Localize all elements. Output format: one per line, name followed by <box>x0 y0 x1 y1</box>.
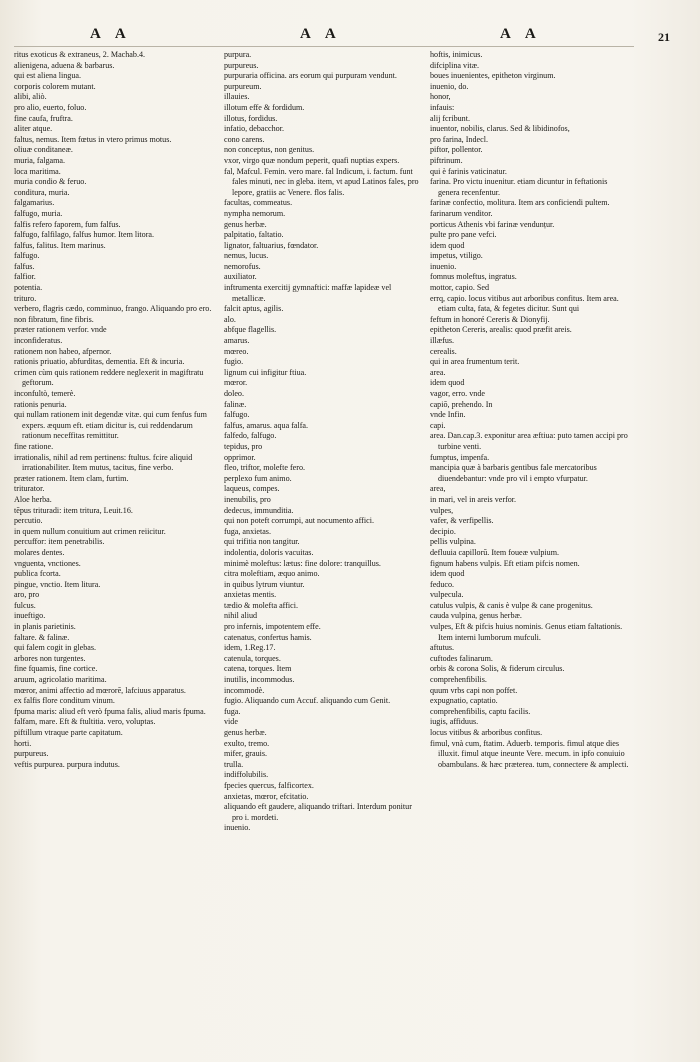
column-right <box>430 50 630 770</box>
dictionary-entry: falfus. <box>14 261 35 271</box>
dictionary-entry: orbis & corona Solis, & fiderum circulus. <box>430 664 565 674</box>
dictionary-entry: purpureus. <box>224 60 259 70</box>
dictionary-entry: inuenio, do. <box>430 81 469 91</box>
dictionary-entry: falfugo. <box>14 251 40 261</box>
dictionary-entry: fugio. <box>224 357 244 367</box>
dictionary-entry: minimè moleftus: lætus: fine dolore: tranquillus. <box>224 558 381 568</box>
dictionary-entry: vulpes, <box>430 505 454 515</box>
dictionary-entry: area, <box>430 484 446 494</box>
dictionary-entry: Aloe herba. <box>14 494 52 504</box>
page-number: 21 <box>658 30 670 44</box>
dictionary-entry: irrationalis, nihil ad rem pertinens: ftultus. fcire aliquid irrationabiliter. Item mutus, tacitus, fine verbo. <box>14 452 193 473</box>
dictionary-entry: molares dentes. <box>14 547 65 557</box>
dictionary-entry: alo. <box>224 314 236 324</box>
dictionary-entry: inuentor, nobilis, clarus. Sed & libidinofos, <box>430 124 570 134</box>
dictionary-entry: faltus, nemus. Item fœtus in vtero primus motus. <box>14 134 172 144</box>
dictionary-entry: fignum habens vulpis. Eft etiam pifcis nomen. <box>430 558 580 568</box>
dictionary-entry: farinarum venditor. <box>430 208 493 218</box>
column-left <box>14 50 214 770</box>
dictionary-entry: inconfideratus. <box>14 336 63 346</box>
dictionary-entry: lignum cui infigitur ftiua. <box>224 367 307 377</box>
dictionary-entry: rationis penuria. <box>14 399 67 409</box>
dictionary-entry: mœror, animi affectio ad mœrorē, lafciuus apparatus. <box>14 685 186 695</box>
dictionary-entry: pro farina, Indecl. <box>430 134 488 144</box>
dictionary-entry: triturator. <box>14 484 45 494</box>
dictionary-entry: falfedo, falfugo. <box>224 431 277 441</box>
dictionary-entry: indolentia, doloris vacuitas. <box>224 547 314 557</box>
dictionary-entry: auxiliator. <box>224 272 257 282</box>
dictionary-entry: tēpus trituradi: item tritura, Leuit.16. <box>14 505 133 515</box>
dictionary-entry: hoftis, inimicus. <box>430 50 483 59</box>
dictionary-entry: idem quod <box>430 569 465 579</box>
dictionary-entry: nympha nemorum. <box>224 208 286 218</box>
dictionary-entry: muria condio & feruo. <box>14 177 87 187</box>
dictionary-entry: aro, pro <box>14 590 40 600</box>
dictionary-entry: aruum, agricolatio maritima. <box>14 675 107 685</box>
dictionary-entry: rationem non habeo, afpernor. <box>14 346 112 356</box>
dictionary-entry: purpura. <box>224 50 252 59</box>
dictionary-entry: genus herbæ. <box>224 219 267 229</box>
header-rule <box>14 46 634 47</box>
dictionary-entry: potentia. <box>14 283 43 293</box>
dictionary-entry: fimul, vnà cum, ftatim. Aduerb. temporis. fimul atque dies illuxit. fimul atque ineunte Vere. mecum. in ipfo conuiuio obambulans. & hæc præterea. tum, connectere & amplecti. <box>430 738 629 769</box>
dictionary-entry: in quibus lytrum viuntur. <box>224 579 305 589</box>
dictionary-entry: perplexo fum animo. <box>224 473 292 483</box>
dictionary-entry: tædio & molefta affici. <box>224 600 299 610</box>
dictionary-entry: corporis colorem mutant. <box>14 81 96 91</box>
dictionary-entry: fpecies quercus, falficortex. <box>224 780 314 790</box>
dictionary-entry: fine caufa, fruftra. <box>14 113 73 123</box>
dictionary-entry: pellis vulpina. <box>430 537 476 547</box>
dictionary-entry: exulto, tremo. <box>224 738 270 748</box>
dictionary-entry: impetus, vtiligo. <box>430 251 483 261</box>
dictionary-entry: non fibratum, fine fibris. <box>14 314 94 324</box>
dictionary-entry: inenubilis, pro <box>224 494 271 504</box>
dictionary-entry: ritus exoticus & extraneus, 2. Machab.4. <box>14 50 146 59</box>
dictionary-entry: palpitatio, faltatio. <box>224 230 284 240</box>
dictionary-entry: mottor, capio. Sed <box>430 283 490 293</box>
dictionary-entry: præter rationem. Item clam, furtim. <box>14 473 129 483</box>
dictionary-entry: rationis priuatio, abfurditas, dementia. Eft & incuria. <box>14 357 185 367</box>
dictionary-entry: nemus, lucus. <box>224 251 269 261</box>
dictionary-entry: area. Dan.cap.3. exponitur area æftiua: puto tamen accipi pro turbine venti. <box>430 431 628 451</box>
dictionary-entry: qui est aliena lingua. <box>14 71 81 81</box>
dictionary-entry: fine fquamis, fine cortice. <box>14 664 98 674</box>
dictionary-entry: quum vrbs capi non poffet. <box>430 685 518 695</box>
running-head-middle: A A <box>300 26 342 42</box>
dictionary-entry: iugis, affiduus. <box>430 717 479 727</box>
dictionary-entry: qui è farinis vaticinatur. <box>430 166 507 176</box>
dictionary-entry: cerealis. <box>430 346 457 356</box>
dictionary-entry: inftrumenta exercitij gymnaftici: maffæ lapideæ vel metallicæ. <box>224 283 392 303</box>
dictionary-entry: percutio. <box>14 516 43 526</box>
dictionary-entry: infatio, debacchor. <box>224 124 285 134</box>
dictionary-entry: mancipia quæ à barbaris gentibus fale mercatoribus diuendebantur: vnde pro vil i empto vfurpatur. <box>430 463 597 483</box>
dictionary-entry: cuftodes falinarum. <box>430 653 493 663</box>
dictionary-entry: inuenio. <box>224 823 251 833</box>
dictionary-entry: idem quod <box>430 240 465 250</box>
dictionary-entry: incommodè. <box>224 685 265 695</box>
dictionary-entry: vulpes, Eft & pifcis huius nominis. Genus etiam faltationis. Item interni lumborum mufculi. <box>430 622 623 642</box>
dictionary-entry: piftor, pollentor. <box>430 145 483 155</box>
dictionary-entry: in quem nullum conuitium aut crimen reiicitur. <box>14 526 166 536</box>
dictionary-entry: cono carens. <box>224 134 265 144</box>
dictionary-entry: falfus, falitus. Item marinus. <box>14 240 106 250</box>
dictionary-entry: lignator, faltuarius, fœndator. <box>224 240 319 250</box>
dictionary-entry: fumptus, impenfa. <box>430 452 490 462</box>
dictionary-entry: facultas, commeatus. <box>224 198 293 208</box>
dictionary-entry: trituro. <box>14 293 37 303</box>
dictionary-entry: vnguenta, vnctiones. <box>14 558 81 568</box>
dictionary-entry: qui trifitia non tangitur. <box>224 537 300 547</box>
dictionary-entry: amarus. <box>224 336 250 346</box>
dictionary-entry: verbero, flagris cædo, comminuo, frango. Aliquando pro ero. <box>14 304 212 314</box>
dictionary-entry: qui in area frumentum terit. <box>430 357 520 367</box>
dictionary-entry: fal, Mafcul. Femin. vero mare. fal Indicum, i. factum. funt fales minuti, nec in gleba. item, vt apud Latinos fales, pro lepore, gratiis ac Venere. flos falis. <box>224 166 419 197</box>
dictionary-entry: qui non poteft corrumpi, aut nocumento affici. <box>224 516 374 526</box>
dictionary-entry: non conceptus, non genitus. <box>224 145 315 155</box>
dictionary-entry: fine ratione. <box>14 441 54 451</box>
dictionary-entry: feftum in honoré Cereris & Dionyfij. <box>430 314 550 324</box>
dictionary-entry: nihil aliud <box>224 611 258 621</box>
dictionary-entry: feduco. <box>430 579 455 589</box>
dictionary-entry: inutilis, incommodus. <box>224 675 295 685</box>
dictionary-entry: honor, <box>430 92 451 102</box>
dictionary-entry: boues inuenientes, epitheton virginum. <box>430 71 556 81</box>
dictionary-entry: idem, 1.Reg.17. <box>224 643 276 653</box>
dictionary-entry: area. <box>430 367 446 377</box>
dictionary-entry: piftrinum. <box>430 155 463 165</box>
dictionary-entry: illotus, fordidus. <box>224 113 278 123</box>
dictionary-entry: indiffolubilis. <box>224 770 269 780</box>
dictionary-entry: veftis purpurea. purpura indutus. <box>14 759 120 769</box>
dictionary-entry: qui nullam rationem init degendæ vitæ. qui cum fenfus fum expers. æquum eft. etiam dicitur is, cui reddendarum rationum neceffitas remittitur. <box>14 410 207 441</box>
dictionary-entry: vafer, & verfipellis. <box>430 516 494 526</box>
dictionary-entry: pulte pro pane vefci. <box>430 230 497 240</box>
dictionary-entry: nemorofus. <box>224 261 261 271</box>
dictionary-entry: illæfus. <box>430 336 455 346</box>
dictionary-entry: catulus vulpis, & canis è vulpe & cane progenitus. <box>430 600 593 610</box>
dictionary-entry: mifer, grauis. <box>224 749 268 759</box>
dictionary-entry: cauda vulpina, genus herbæ. <box>430 611 522 621</box>
dictionary-entry: purpuraria officina. ars eorum qui purpuram vendunt. <box>224 71 397 81</box>
dictionary-entry: in planis parietinis. <box>14 622 76 632</box>
dictionary-entry: citra moleftiam, æquo animo. <box>224 569 320 579</box>
dictionary-entry: loca maritima. <box>14 166 61 176</box>
running-head-right: A A <box>500 26 542 42</box>
dictionary-entry: tepidus, pro <box>224 441 263 451</box>
dictionary-entry: comprehenfibilis. <box>430 675 487 685</box>
dictionary-entry: aftutus. <box>430 643 455 653</box>
dictionary-entry: aliter atque. <box>14 124 53 134</box>
dictionary-entry: publica fcorta. <box>14 569 61 579</box>
dictionary-entry: fuga. <box>224 706 241 716</box>
dictionary-entry: farina. Pro victu inuenitur. etiam dicuntur in feftationis genera recenfentur. <box>430 177 608 197</box>
dictionary-entry: purpureus. <box>14 749 49 759</box>
dictionary-entry: alij fcribunt. <box>430 113 471 123</box>
dictionary-entry: falfis refero faporem, fum falfus. <box>14 219 121 229</box>
dictionary-entry: fugio. Aliquando cum Accuf. aliquando cum Genit. <box>224 696 391 706</box>
dictionary-entry: vnde Infin. <box>430 410 466 420</box>
dictionary-entry: inueftigo. <box>14 611 46 621</box>
dictionary-entry: inuenio. <box>430 261 457 271</box>
dictionary-entry: fulcus. <box>14 600 36 610</box>
dictionary-entry: ex falfis flore conditum vinum. <box>14 696 115 706</box>
dictionary-entry: falinæ. <box>224 399 247 409</box>
dictionary-entry: piftillum vtraque parte capitatum. <box>14 728 123 737</box>
dictionary-entry: fleo, triftor, molefte fero. <box>224 463 306 473</box>
dictionary-entry: vagor, erro. vnde <box>430 389 485 398</box>
dictionary-entry: alienigena, aduena & barbarus. <box>14 60 115 70</box>
dictionary-entry: falgamarius. <box>14 198 55 208</box>
dictionary-entry: conditura, muria. <box>14 187 70 197</box>
dictionary-entry: doleo. <box>224 389 245 398</box>
dictionary-entry: qui falem cogit in glebas. <box>14 643 97 653</box>
dictionary-entry: oliuæ conditaneæ. <box>14 145 73 155</box>
dictionary-entry: fuga, anxietas. <box>224 526 271 536</box>
dictionary-entry: crimen cùm quis rationem reddere neglexerit in magiftratu geftorum. <box>14 367 204 388</box>
dictionary-entry: pro infernis, impotentem effe. <box>224 622 321 632</box>
dictionary-entry: aliquando eft gaudere, aliquando triftari. Interdum ponitur pro i. mordeti. <box>224 802 412 822</box>
dictionary-entry: fomnus moleftus, ingratus. <box>430 272 517 282</box>
dictionary-entry: difciplina vitæ. <box>430 60 480 70</box>
dictionary-entry: abfque flagellis. <box>224 325 277 335</box>
dictionary-entry: faltare. & falinæ. <box>14 632 70 642</box>
dictionary-entry: mœror. <box>224 378 248 388</box>
dictionary-entry: locus vitibus & arboribus confitus. <box>430 728 543 737</box>
dictionary-entry: expugnatio, captatio. <box>430 696 498 706</box>
dictionary-entry: purpureum. <box>224 81 262 91</box>
dictionary-entry: muria, falgama. <box>14 155 66 165</box>
dictionary-entry: falfugo, falfilago, falfus humor. Item litora. <box>14 230 155 240</box>
running-head-left: A A <box>90 26 132 42</box>
dictionary-entry: anxietas mentis. <box>224 590 277 600</box>
dictionary-entry: anxietas, mœror, efcitatio. <box>224 791 309 801</box>
dictionary-entry: comprehenfibilis, captu facilis. <box>430 706 531 716</box>
dictionary-entry: fpuma maris: aliud eft verò fpuma falis, aliud maris fpuma. <box>14 706 206 716</box>
dictionary-entry: trulla. <box>224 759 244 769</box>
dictionary-entry: illauies. <box>224 92 250 102</box>
dictionary-entry: catenula, torques. <box>224 653 281 663</box>
dictionary-entry: vide <box>224 717 238 727</box>
dictionary-entry: idem quod <box>430 378 465 388</box>
dictionary-entry: laqueus, compes. <box>224 484 280 494</box>
dictionary-entry: vulpecula. <box>430 590 464 600</box>
dictionary-entry: vxor, virgo quæ nondum peperit, quafi nuptias expers. <box>224 155 400 165</box>
dictionary-entry: decipio. <box>430 526 456 536</box>
dictionary-entry: capiō, prehendo. In <box>430 399 493 409</box>
dictionary-entry: in mari, vel in areis verfor. <box>430 494 517 504</box>
dictionary-entry: horti. <box>14 738 32 748</box>
dictionary-entry: epitheton Cereris, arealis: quod præfit areis. <box>430 325 572 335</box>
dictionary-entry: præter rationem verfor. vnde <box>14 325 107 335</box>
dictionary-entry: defluuia capillorū. Item foueæ vulpium. <box>430 547 560 557</box>
dictionary-entry: falfior. <box>14 272 36 282</box>
dictionary-entry: illotum effe & fordidum. <box>224 102 305 112</box>
dictionary-entry: dedecus, immunditia. <box>224 505 294 515</box>
dictionary-entry: falfugo. <box>224 410 250 420</box>
dictionary-entry: percuffor: item penetrabilis. <box>14 537 105 547</box>
dictionary-entry: falfus, amarus. aqua falfa. <box>224 420 309 430</box>
dictionary-entry: pro alio, euerto, foluo. <box>14 102 87 112</box>
dictionary-entry: opprimor. <box>224 452 256 462</box>
dictionary-entry: falcit aptus, agilis. <box>224 304 284 314</box>
dictionary-entry: catenatus, confertus hamis. <box>224 632 312 642</box>
dictionary-entry: falfam, mare. Eft & ftultitia. vero, voluptas. <box>14 717 156 727</box>
dictionary-entry: catena, torques. Item <box>224 664 292 674</box>
dictionary-entry: falfugo, muria. <box>14 208 63 218</box>
dictionary-entry: genus herbæ. <box>224 728 267 737</box>
dictionary-entry: errq, capio. locus vitibus aut arboribus confitus. Item area. etiam culta, fata, & fegetes dicitur. Sunt qui <box>430 293 619 314</box>
dictionary-entry: mœreo. <box>224 346 249 356</box>
dictionary-entry: porticus Athenis vbi farinæ vendunțur. <box>430 219 555 229</box>
column-middle <box>224 50 424 834</box>
dictionary-entry: inconfultò, temerè. <box>14 389 76 398</box>
dictionary-entry: farinæ confectio, molitura. Item ars conficiendi pultem. <box>430 198 610 208</box>
dictionary-entry: infauis: <box>430 102 455 112</box>
dictionary-entry: pingue, vnctio. Item litura. <box>14 579 101 589</box>
dictionary-entry: capi. <box>430 420 446 430</box>
dictionary-entry: arbores non turgentes. <box>14 653 86 663</box>
dictionary-entry: alibi, aliò. <box>14 92 47 102</box>
